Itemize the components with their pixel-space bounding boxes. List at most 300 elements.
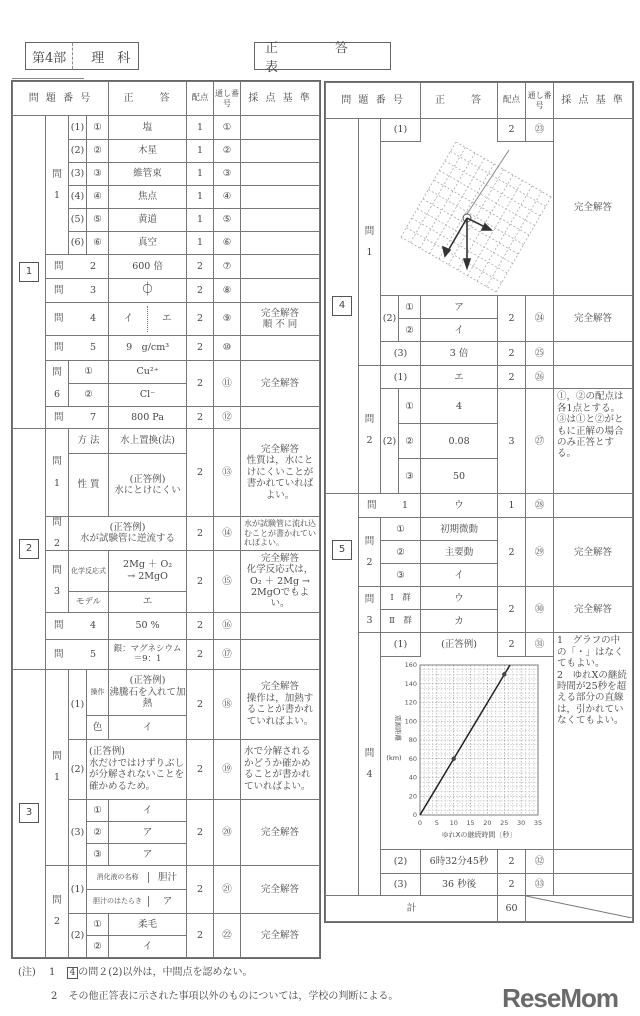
answer: ウ xyxy=(421,587,498,610)
table-row xyxy=(13,612,320,639)
serial: ㉜ xyxy=(526,849,554,873)
answer: 800 Pa xyxy=(109,407,187,429)
question-label xyxy=(46,361,69,407)
section-3 xyxy=(13,669,46,957)
divider xyxy=(12,78,84,79)
section-number: 4 xyxy=(332,296,352,316)
criteria: 完全解答 xyxy=(554,296,633,342)
answer-blank xyxy=(421,119,498,142)
criteria xyxy=(241,116,320,140)
answer: 4 xyxy=(421,389,498,424)
serial: ㉘ xyxy=(526,494,554,518)
question-label xyxy=(46,550,69,612)
q-text: 問 xyxy=(364,225,375,237)
sub: (2) xyxy=(69,913,87,957)
answer: 3 倍 xyxy=(421,342,498,366)
serial: ㉚ xyxy=(526,587,554,633)
item-label: 胆汁のはたらき xyxy=(87,896,149,907)
diagonal-line xyxy=(526,896,632,918)
section-ref-box: 4 xyxy=(67,967,79,979)
points: 2 xyxy=(187,361,214,407)
answer: (正答例) 沸騰石を入れて加熱 xyxy=(109,669,187,715)
serial: ⑯ xyxy=(214,612,241,639)
q-text: 問 xyxy=(364,536,375,547)
answer xyxy=(109,303,187,336)
y-tick-label: 100 xyxy=(404,717,418,726)
question-label xyxy=(46,429,69,517)
q-num: 2 xyxy=(366,557,373,569)
arrow-head-icon xyxy=(482,224,491,230)
force-diagram xyxy=(381,142,554,296)
circle: ② xyxy=(399,424,421,459)
answer xyxy=(87,889,187,913)
q-num: 2 xyxy=(90,260,97,272)
answer: ア xyxy=(109,821,187,843)
col-answer: 正 答 xyxy=(421,83,498,119)
serial: ① xyxy=(214,116,241,140)
serial: ⑳ xyxy=(214,799,241,865)
section-4 xyxy=(326,119,359,494)
total-row xyxy=(326,895,633,921)
question-label xyxy=(359,633,381,895)
q-num: 2 xyxy=(53,916,61,928)
circle: ② xyxy=(399,319,421,342)
x-tick-label: 20 xyxy=(483,819,492,828)
answer: 真空 xyxy=(109,232,187,255)
section-5 xyxy=(326,494,359,895)
answer: Cl⁻ xyxy=(109,384,187,407)
question-label xyxy=(46,116,69,255)
table-row xyxy=(326,119,633,142)
serial: ㉔ xyxy=(526,296,554,342)
sub: (3) xyxy=(69,799,87,865)
answer: Cu²⁺ xyxy=(109,361,187,384)
points: 2 xyxy=(498,119,526,142)
points: 3 xyxy=(498,389,526,494)
note-1 xyxy=(18,963,252,979)
arrow-head-icon xyxy=(464,259,470,268)
answer: 黄道 xyxy=(109,209,187,232)
points: 1 xyxy=(187,209,214,232)
answer: エ xyxy=(421,366,498,389)
points: 2 xyxy=(498,587,526,633)
section-1 xyxy=(13,116,46,429)
note-prefix: (注) xyxy=(18,967,36,978)
table-row xyxy=(13,361,320,384)
criteria: 完全解答 xyxy=(554,518,633,587)
resemom-logo: ReseMom xyxy=(502,983,618,1013)
item-label: 性 質 xyxy=(69,454,109,517)
serial: ㉑ xyxy=(214,865,241,913)
q-num: 4 xyxy=(366,769,373,781)
circle: ① xyxy=(87,799,109,821)
answer: 50 xyxy=(421,459,498,494)
criteria xyxy=(241,279,320,303)
answer xyxy=(87,865,187,889)
q-num: 7 xyxy=(90,411,97,423)
section-number: 1 xyxy=(19,262,39,282)
serial: ⑩ xyxy=(214,336,241,361)
col-points: 配点 xyxy=(187,82,214,116)
question-label xyxy=(46,669,69,865)
answer: 木星 xyxy=(109,140,187,163)
circle: ① xyxy=(381,518,421,541)
y-tick-label: 80 xyxy=(408,736,418,745)
points: 2 xyxy=(498,296,526,342)
y-axis-label: 震源距離 xyxy=(394,715,403,742)
question-label xyxy=(46,639,109,669)
q-text: 問 xyxy=(367,500,377,512)
points: 2 xyxy=(187,669,214,739)
points: 2 xyxy=(498,518,526,587)
serial: ⑮ xyxy=(214,550,241,612)
col-criteria: 採 点 基 準 xyxy=(554,83,633,119)
sub: (2) xyxy=(69,739,87,799)
criteria: 完全解答 化学反応式は，O₂ ＋ 2Mg → 2MgOでもよい。 xyxy=(241,550,320,612)
points: 2 xyxy=(187,279,214,303)
points: 2 xyxy=(187,739,214,799)
y-tick-label: 160 xyxy=(404,661,418,670)
series-line xyxy=(420,665,510,815)
q-text: 問 xyxy=(54,342,64,354)
item-label: 消化液の名称 xyxy=(87,872,149,883)
table-row xyxy=(13,669,320,715)
answer: 焦点 xyxy=(109,186,187,209)
q-text: 問 xyxy=(54,411,64,423)
grid-line xyxy=(423,199,518,254)
sub: (1) xyxy=(381,366,421,389)
question-label xyxy=(46,517,69,551)
q-text: 問 xyxy=(52,750,62,762)
table-row xyxy=(13,279,320,303)
q-num: 2 xyxy=(366,434,373,446)
x-tick-label: 30 xyxy=(517,819,526,828)
criteria: 完全解答 xyxy=(554,119,633,296)
q-num: 6 xyxy=(53,388,61,400)
criteria: 完全解答 xyxy=(241,913,320,957)
table-row xyxy=(326,494,633,518)
serial: ⑱ xyxy=(214,669,241,739)
col-points: 配点 xyxy=(498,83,526,119)
answer: 水上置換(法) xyxy=(109,429,187,454)
answer: 36 秒後 xyxy=(421,873,498,895)
q-num: 4 xyxy=(90,313,97,325)
sub: (4) xyxy=(69,186,87,209)
q-text: 問 xyxy=(364,413,375,425)
table-row xyxy=(326,518,633,541)
col-answer: 正 答 xyxy=(109,82,187,116)
answer-value: 胆汁 xyxy=(158,871,178,883)
sub: (3) xyxy=(381,342,421,366)
points: 1 xyxy=(187,232,214,255)
grid-line xyxy=(410,147,465,242)
criteria xyxy=(554,494,633,518)
q-text: 問 xyxy=(52,456,62,468)
answer: イ xyxy=(421,319,498,342)
table-row xyxy=(326,633,633,657)
sub: (2) xyxy=(381,389,399,494)
circle: ② xyxy=(87,821,109,843)
points: 2 xyxy=(498,633,526,657)
criteria: ①，②の配点は各1点とする。 ③は①と②がともに正解の場合のみ正答とする。 xyxy=(554,389,633,494)
total-points: 60 xyxy=(498,895,526,921)
y-tick-label: 60 xyxy=(408,755,418,764)
serial: ⑬ xyxy=(214,429,241,517)
q-num: 3 xyxy=(53,586,61,598)
q-num: 3 xyxy=(366,614,373,626)
note-2 xyxy=(51,987,398,1002)
grid-line xyxy=(406,228,501,283)
serial: ⑪ xyxy=(214,361,241,407)
q-text: 問 xyxy=(52,564,62,576)
serial: ② xyxy=(214,140,241,163)
q-num: 1 xyxy=(53,772,61,784)
part-number: 第4部 xyxy=(32,50,67,66)
y-tick-label: 120 xyxy=(404,698,418,707)
data-point xyxy=(452,757,456,761)
answer: 50 % xyxy=(109,612,187,639)
question-label xyxy=(359,494,421,518)
q-num: 1 xyxy=(366,247,373,259)
subject: 理 科 xyxy=(91,50,131,66)
item-label: Ⅰ 群 xyxy=(381,587,421,610)
points: 2 xyxy=(498,342,526,366)
answer: ウ xyxy=(421,494,498,518)
table-row xyxy=(13,550,320,591)
q-text: 問 xyxy=(54,648,64,660)
points: 1 xyxy=(187,140,214,163)
answer: 初期微動 xyxy=(421,518,498,541)
circle: ② xyxy=(87,935,109,957)
y-tick-label: 40 xyxy=(408,773,418,782)
serial: ㉒ xyxy=(214,913,241,957)
serial: ⑥ xyxy=(214,232,241,255)
points: 2 xyxy=(187,303,214,336)
q-num: 1 xyxy=(402,500,409,512)
sub: (1) xyxy=(69,116,87,140)
answer: (正答例) 水にとけにくい xyxy=(109,454,187,517)
col-criteria: 採 点 基 準 xyxy=(241,82,320,116)
total-label: 計 xyxy=(326,895,498,921)
sub: (2) xyxy=(381,849,421,873)
x-tick-label: 0 xyxy=(417,819,423,828)
answer-value: ア xyxy=(162,895,173,907)
y-tick-label: 140 xyxy=(404,680,418,689)
points: 2 xyxy=(187,639,214,669)
points: 1 xyxy=(187,163,214,186)
points: 2 xyxy=(187,550,214,612)
item-label: 方 法 xyxy=(69,429,109,454)
table-row xyxy=(13,336,320,361)
criteria: 完全解答 xyxy=(241,361,320,407)
sub: (1) xyxy=(381,119,421,142)
answer-table-right xyxy=(325,82,633,922)
answer: 銀：マグネシウム ＝9：1 xyxy=(109,639,187,669)
item-label: モデル xyxy=(69,591,109,612)
question-label xyxy=(46,303,109,336)
question-label xyxy=(46,612,109,639)
serial: ㉗ xyxy=(526,389,554,494)
serial: ⑲ xyxy=(214,739,241,799)
answer: (正答例) xyxy=(421,633,498,657)
col-serial: 通し番号 xyxy=(526,83,554,119)
circle: ⑤ xyxy=(87,209,109,232)
answer: イ xyxy=(109,935,187,957)
points: 2 xyxy=(187,429,214,517)
circle: ① xyxy=(399,389,421,424)
answer: イ xyxy=(109,799,187,821)
answer-symbol: ⏀ xyxy=(109,279,187,303)
q-text: 問 xyxy=(52,517,62,528)
circle: ② xyxy=(87,140,109,163)
answer: イ xyxy=(421,564,498,587)
q-text: 問 xyxy=(54,260,64,272)
table-row xyxy=(13,116,320,140)
answer: 主要動 xyxy=(421,541,498,564)
criteria xyxy=(241,232,320,255)
x-tick-label: 10 xyxy=(449,819,458,828)
criteria xyxy=(241,407,320,429)
criteria xyxy=(241,612,320,639)
answer: 2Mg ＋ O₂ → 2MgO xyxy=(109,550,187,591)
criteria xyxy=(241,336,320,361)
criteria xyxy=(241,186,320,209)
answer: カ xyxy=(421,610,498,633)
answer: 9 g/cm³ xyxy=(109,336,187,361)
q-text: 問 xyxy=(54,620,64,632)
criteria xyxy=(241,209,320,232)
question-label xyxy=(46,865,69,957)
answer: 0.08 xyxy=(421,424,498,459)
serial: ㉓ xyxy=(526,119,554,142)
question-label xyxy=(46,255,109,279)
answer: 6時32分45秒 xyxy=(421,849,498,873)
sub: (2) xyxy=(381,296,399,342)
question-label xyxy=(359,366,381,494)
y-tick-label: 20 xyxy=(408,792,418,801)
points: 2 xyxy=(187,407,214,429)
q-num: 2 xyxy=(53,538,61,550)
points: 2 xyxy=(498,366,526,389)
circle: ③ xyxy=(381,564,421,587)
force-vector-figure xyxy=(381,142,554,292)
section-number: 2 xyxy=(19,539,39,559)
q-num: 5 xyxy=(90,342,97,354)
q-text: 問 xyxy=(52,168,62,180)
data-point xyxy=(502,673,506,677)
note-number: 1 xyxy=(49,967,56,978)
circle: ① xyxy=(87,116,109,140)
section-2 xyxy=(13,429,46,670)
circle: ① xyxy=(87,913,109,935)
criteria: 完全解答 xyxy=(241,865,320,913)
circle: ① xyxy=(399,296,421,319)
table-row xyxy=(13,255,320,279)
circle: ② xyxy=(381,541,421,564)
answer: (正答例) 水が試験管に逆流する xyxy=(69,517,187,551)
serial: ㉙ xyxy=(526,518,554,587)
question-label xyxy=(359,119,381,366)
serial: ⑭ xyxy=(214,517,241,551)
criteria: 完全解答 操作は，加熱することが書かれていればよい。 xyxy=(241,669,320,739)
q-text: 問 xyxy=(54,313,64,325)
note-number: 2 xyxy=(51,991,58,1002)
q-num: 5 xyxy=(90,648,97,660)
item-label: 操作 xyxy=(87,669,109,715)
serial: ⑰ xyxy=(214,639,241,669)
item-label: Ⅱ 群 xyxy=(381,610,421,633)
criteria xyxy=(554,366,633,389)
section-number: 5 xyxy=(332,540,352,560)
part-label xyxy=(25,42,139,70)
points: 2 xyxy=(187,799,214,865)
circle: ③ xyxy=(87,163,109,186)
criteria xyxy=(241,163,320,186)
table-row xyxy=(326,366,633,389)
x-axis-label: ゆれXの継続時間〔秒〕 xyxy=(441,831,517,840)
answer: エ xyxy=(109,591,187,612)
points: 1 xyxy=(498,494,526,518)
criteria xyxy=(554,873,633,895)
points: 2 xyxy=(498,873,526,895)
sub: (1) xyxy=(381,633,421,657)
serial: ⑧ xyxy=(214,279,241,303)
serial: ㉕ xyxy=(526,342,554,366)
q-text: 問 xyxy=(364,593,375,605)
criteria xyxy=(241,140,320,163)
table-row xyxy=(326,587,633,610)
grid-line xyxy=(450,151,545,206)
answer: 600 倍 xyxy=(109,255,187,279)
dotted-grid xyxy=(401,142,551,292)
col-qno: 問 題 番 号 xyxy=(326,83,421,119)
table-row xyxy=(13,865,320,889)
answer: ア xyxy=(109,843,187,865)
item-label: 化学反応式 xyxy=(69,550,109,591)
blank-diagonal xyxy=(526,895,633,921)
x-tick-label: 25 xyxy=(500,819,509,828)
grid-line xyxy=(445,161,540,216)
criteria: 完全解答 性質は，水にとけにくいことが書かれていればよい。 xyxy=(241,429,320,517)
q-num: 4 xyxy=(90,620,97,632)
circle: ② xyxy=(69,384,109,407)
criteria: 1 グラフの中の「・」はなくてもよい。 2 ゆれXの継続時間が25秒を超える部分の直線は，引かれていなくてもよい。 xyxy=(554,633,633,849)
header-row xyxy=(13,82,320,116)
serial: ⑨ xyxy=(214,303,241,336)
criteria: 完全解答 順 不 同 xyxy=(241,303,320,336)
sub: (2) xyxy=(69,140,87,163)
sub: (3) xyxy=(69,163,87,186)
q-num: 3 xyxy=(90,284,97,296)
item-label: 色 xyxy=(87,715,109,739)
serial: ㉝ xyxy=(526,873,554,895)
table-row xyxy=(13,303,320,336)
note-text: その他正答表に示された事項以外のものについては，学校の判断による。 xyxy=(68,991,399,1002)
serial: ③ xyxy=(214,163,241,186)
table-row xyxy=(13,517,320,551)
grid-line xyxy=(449,169,504,264)
q-num: 1 xyxy=(53,477,61,489)
q-text: 問 xyxy=(52,367,62,379)
points: 2 xyxy=(187,865,214,913)
serial: ⑫ xyxy=(214,407,241,429)
note-text: の問２(2)以外は，中間点を認めない。 xyxy=(78,967,253,978)
page-title: 正 答 表 xyxy=(254,42,391,70)
q-text: 問 xyxy=(54,284,64,296)
dotted-divider xyxy=(147,306,148,332)
sub: (6) xyxy=(69,232,87,255)
col-serial: 通し番号 xyxy=(214,82,241,116)
